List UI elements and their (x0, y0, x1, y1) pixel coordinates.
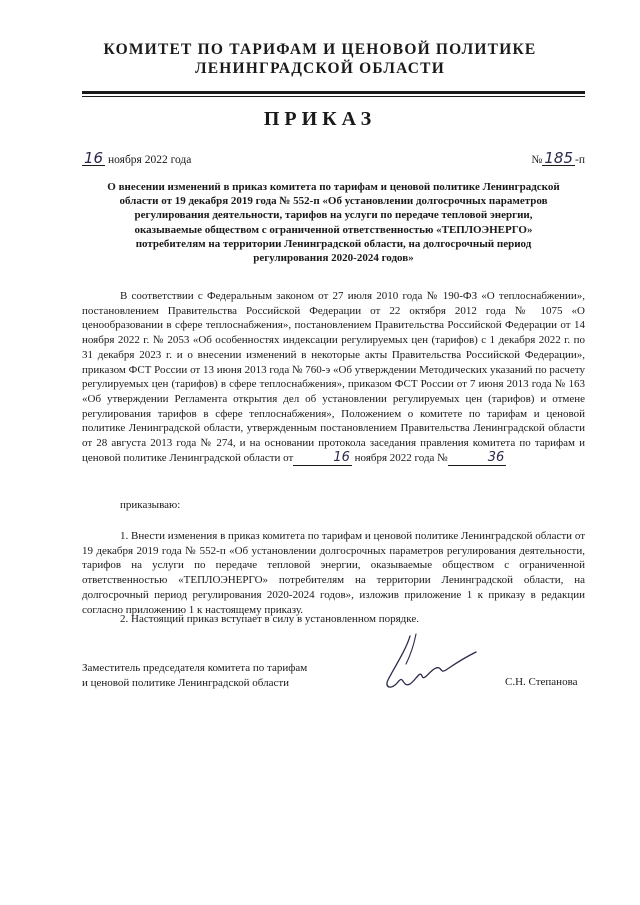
organization-name-line1: КОМИТЕТ ПО ТАРИФАМ И ЦЕНОВОЙ ПОЛИТИКЕ (103, 41, 537, 58)
document-date (82, 151, 191, 166)
number-suffix: -п (575, 154, 585, 166)
organization-name-line2: ЛЕНИНГРАДСКОЙ ОБЛАСТИ (195, 60, 445, 77)
handwritten-protocol-day: 16 (293, 451, 352, 466)
signer-position-line1: Заместитель председателя комитета по тарифам (82, 662, 308, 674)
heading-line: потребителям на территории Ленинградской области, на долгосрочный период (135, 237, 532, 250)
number-prefix: № (531, 154, 543, 166)
order-item-1: 1. Внести изменения в приказ комитета по тарифам и ценовой политике Ленинградской области от 19 декабря 2019 года № 552-п «Об установлении долгосрочных параметров регулирования деятельности, тарифов на услуги по передаче тепловой энергии, оказываемые обществом с ограниченной ответственностью «ТЕПЛОЭНЕРГО» потребителям на территории Ленинградской области, на долгосрочный период регулирования 2020-2024 годов», изложив приложение 1 к приказу в редакции согласно приложению 1 к настоящему приказу. (82, 530, 585, 616)
heading-line: оказываемые обществом с ограниченной ответственностью «ТЕПЛОЭНЕРГО» (134, 223, 533, 236)
order-item-2: 2. Настоящий приказ вступает в силу в установленном порядке. (120, 613, 419, 625)
handwritten-day: 16 (84, 149, 104, 167)
document-subject-heading (90, 180, 577, 265)
order-word: приказываю: (120, 499, 181, 511)
handwritten-protocol-number: 36 (448, 451, 507, 466)
handwritten-number: 185 (544, 149, 574, 167)
preamble-paragraph (82, 289, 585, 466)
date-month-year: ноября 2022 года (107, 154, 192, 166)
heading-line: регулирования 2020-2024 годов» (253, 252, 414, 265)
header-rule-thick (82, 91, 585, 94)
preamble-text: В соответствии с Федеральным законом от 27 июля 2010 года № 190-ФЗ «О теплоснабжении», постановлением Правительства Российской Федерации от 22 октября 2012 года № 1075 «О ценообразовании в сфере теплоснабжения», постановлением Правительства Российской Федерации от 14 ноября 2022 г. № 2053 «Об особенностях индексации регулируемых цен (тарифов) с 1 декабря 2022 г. по 31 декабря 2023 г. и о внесении изменений в некоторые акты Правительства Российской Федерации», приказом ФСТ России от 13 июня 2013 года № 760-э «Об утверждении Методических указаний по расчету регулируемых цен (тарифов) в сфере теплоснабжения», приказом ФСТ России от 7 июня 2013 года № 163 «Об утверждении Регламента открытия дел об установлении регулируемых цен (тарифов) и отмене регулирования тарифов в сфере теплоснабжения», Положением о комитете по тарифам и ценовой политике Ленинградской области, утвержденным постановлением Правительства Ленинградской области от 28 августа 2013 года № 274, и на основании протокола заседания правления комитета по тарифам и ценовой политике Ленинградской области от (82, 290, 585, 464)
signer-position-line2: и ценовой политике Ленинградской области (82, 676, 290, 689)
protocol-date-text: ноября 2022 года № (354, 451, 448, 464)
document-type-title: ПРИКАЗ (263, 108, 377, 130)
document-number (531, 151, 585, 166)
header-rule-thin (82, 96, 585, 97)
signer-position (82, 661, 332, 690)
handwritten-signature (380, 630, 490, 700)
heading-line: регулирования деятельности, тарифов на услуги по передаче тепловой энергии, (134, 209, 533, 222)
heading-line: О внесении изменений в приказ комитета по тарифам и ценовой политике Ленинградской (107, 181, 560, 193)
signer-name: С.Н. Степанова (505, 676, 578, 688)
heading-line: области от 19 декабря 2019 года № 552-п «Об установлении долгосрочных параметров (119, 195, 548, 208)
date-number-line (82, 148, 585, 170)
organization-header (0, 40, 640, 78)
